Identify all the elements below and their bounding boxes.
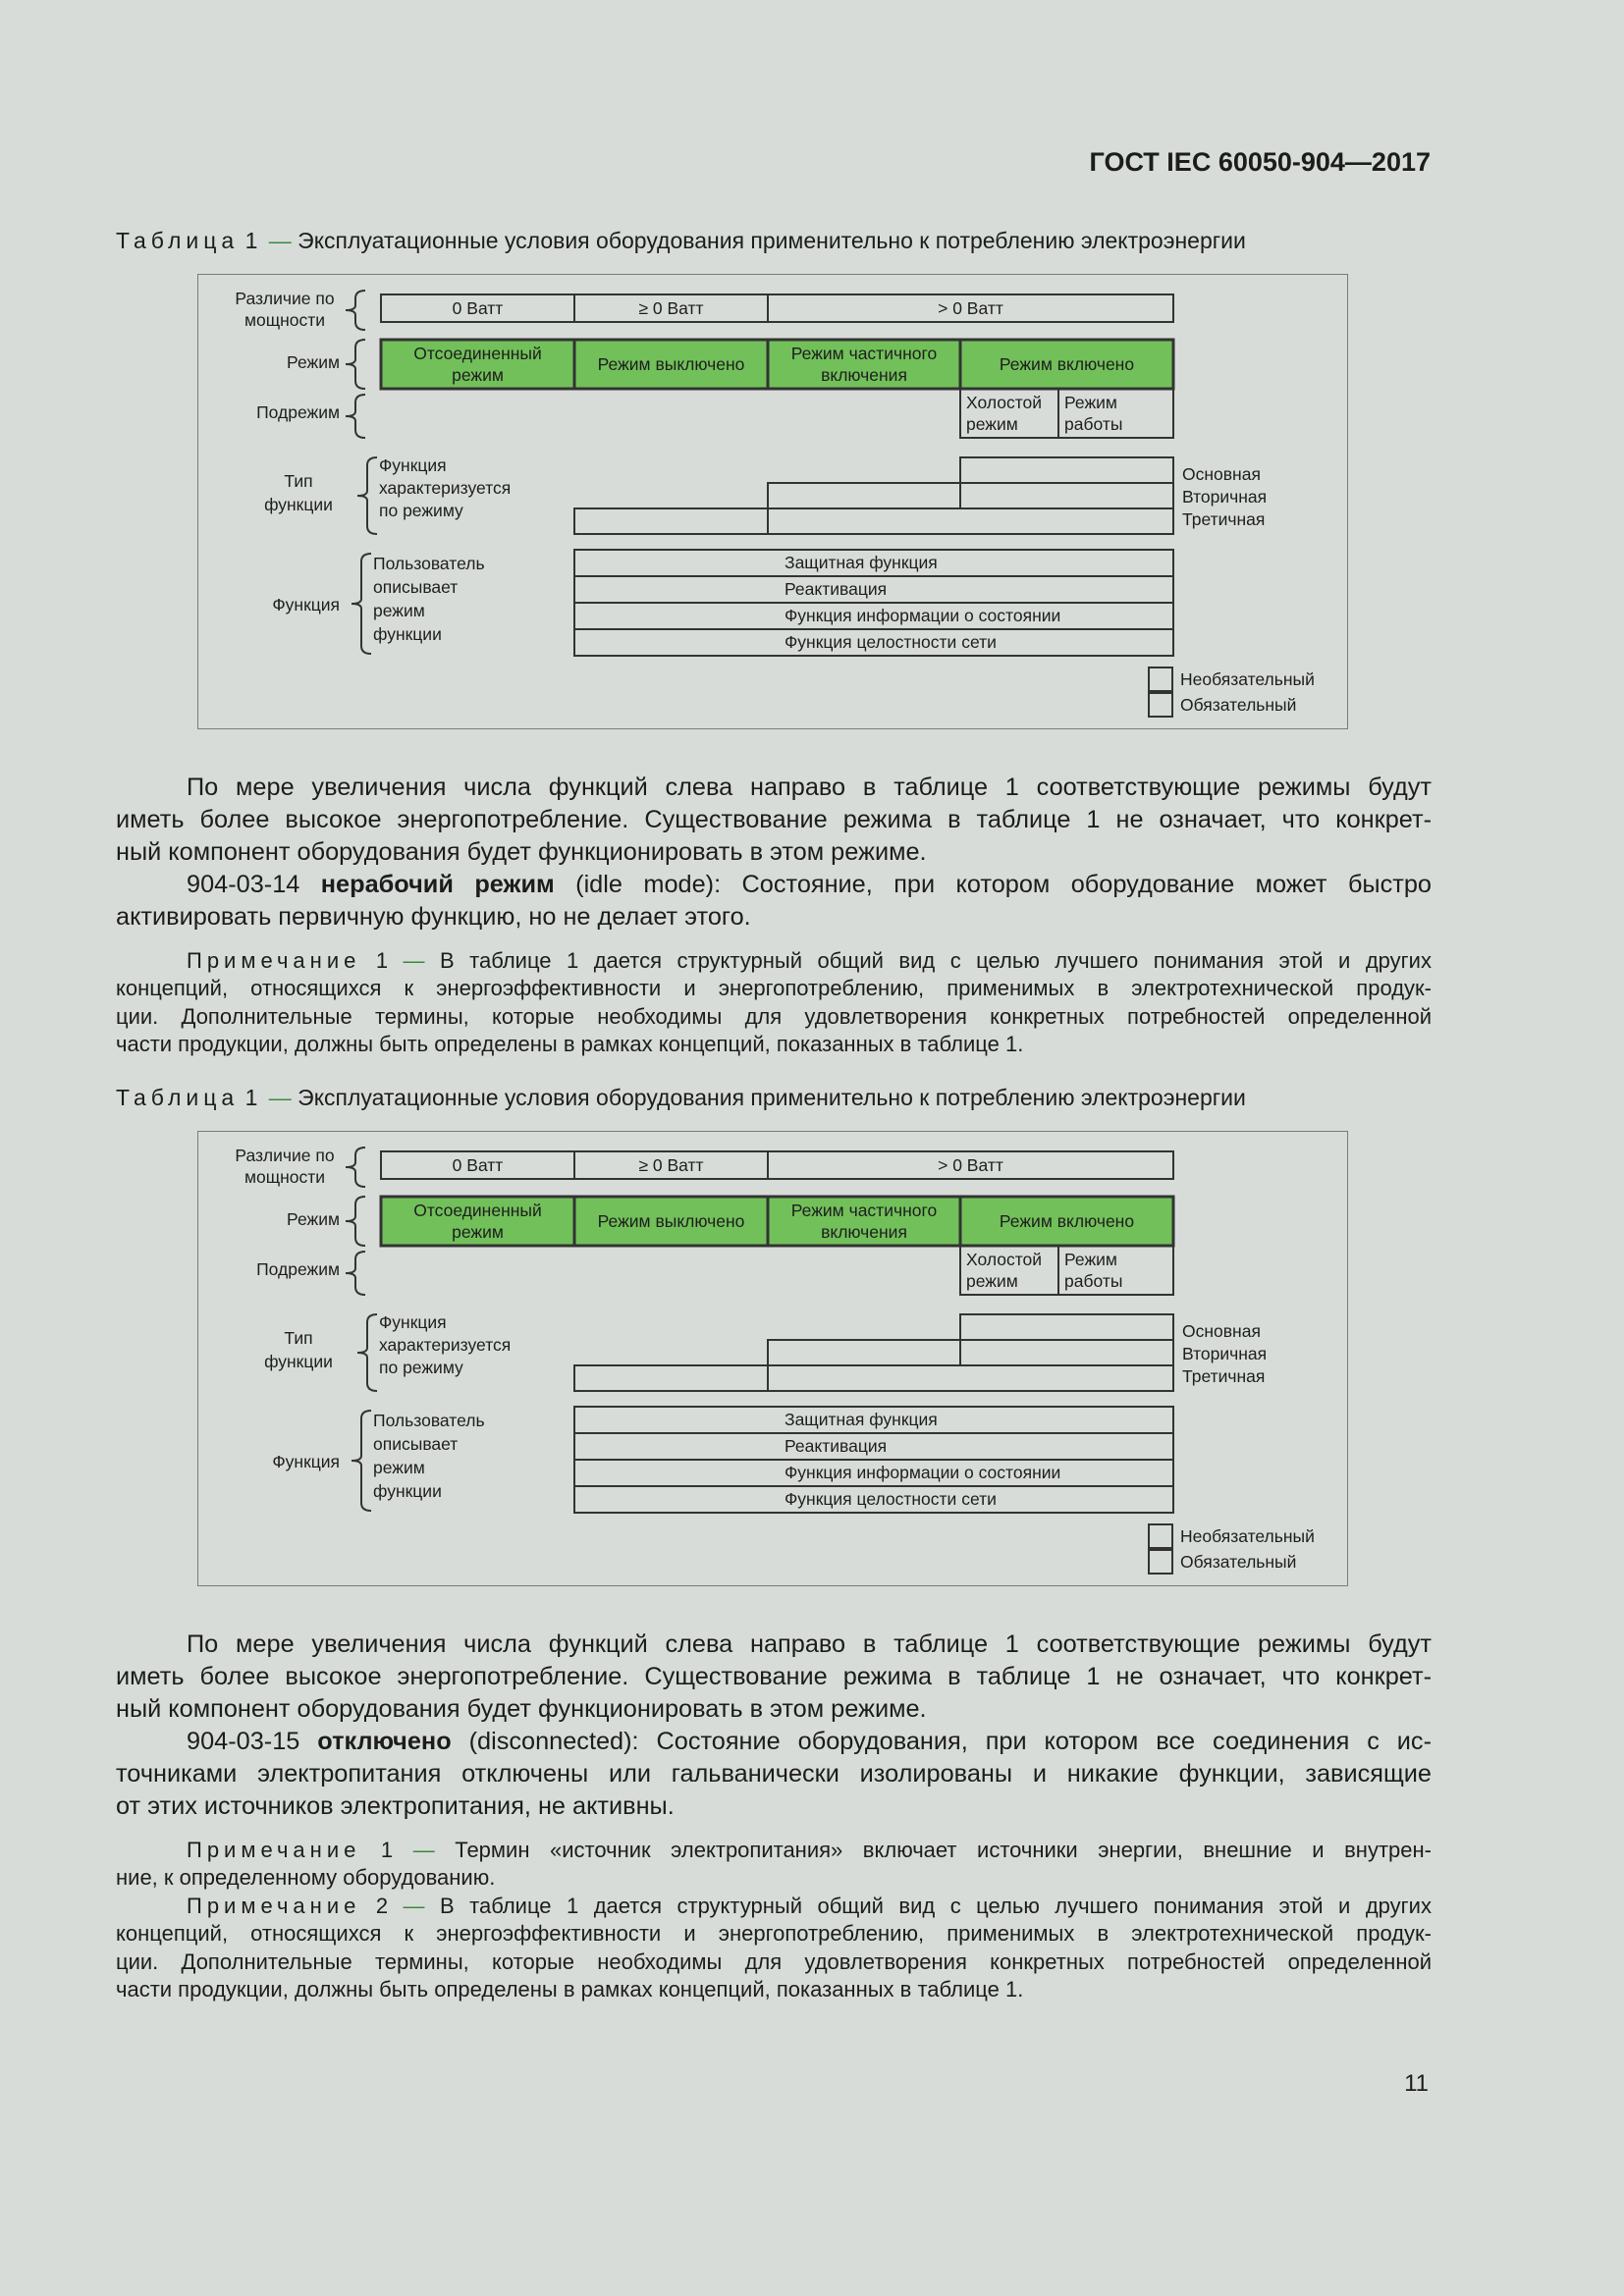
note [116, 1893, 1432, 2003]
note [116, 947, 1432, 1058]
function-bar-label: Реактивация [785, 1436, 888, 1456]
row-label-mode: Режим [287, 352, 340, 372]
mode-cell-label: Режим включено [999, 354, 1135, 374]
row-label-function-type: функции [264, 495, 333, 514]
function-desc: функции [373, 1481, 442, 1501]
submode-brace [346, 1252, 365, 1295]
term-line: активировать первичную функцию, но не делает этого. [116, 903, 751, 931]
tertiary-function-bar [574, 508, 1173, 534]
function-desc: Пользователь [373, 554, 485, 573]
note-line: концепций, относящихся к энергоэффективности и энергопотреблению, применимых в электротехнической продук- [116, 1921, 1432, 1947]
note-line: Примечание 2 — В таблице 1 дается структурный общий вид с целью лучшего понимания этой и других [187, 1894, 1432, 1918]
row-label-power: Различие по [235, 289, 335, 308]
submode-cell-label: Холостой [966, 393, 1043, 412]
submode-cell-label: режим [966, 1271, 1018, 1291]
paragraph [116, 772, 1432, 869]
function-bar-label: Защитная функция [785, 1410, 938, 1429]
row-label-power: Различие по [235, 1146, 335, 1165]
row-label-function-type: Тип [284, 471, 313, 491]
submode-cell-label: режим [966, 414, 1018, 434]
mode-cell-label: включения [821, 365, 907, 385]
mode-cell-label: Режим частичного [790, 1201, 938, 1220]
note-line: части продукции, должны быть определены в рамках концепций, показанных в таблице 1. [116, 1976, 1024, 2002]
primary-function-bar [960, 457, 1173, 483]
power-cell-label: 0 Ватт [452, 298, 504, 318]
function-bar-label: Функция информации о состоянии [785, 1463, 1061, 1482]
note-line: Примечание 1 — В таблице 1 дается структурный общий вид с целью лучшего понимания этой и других [187, 948, 1432, 973]
mode-cell-label: Режим частичного [790, 344, 938, 363]
legend-swatch [1149, 1524, 1172, 1548]
note-line: концепций, относящихся к энергоэффективности и энергопотреблению, применимых в электротехнической продук- [116, 976, 1432, 1001]
caption-title: Эксплуатационные условия оборудования применительно к потреблению электроэнергии [298, 1085, 1246, 1110]
legend-label: Обязательный [1180, 1552, 1297, 1572]
function-type-desc: характеризуется [379, 1335, 512, 1355]
legend-swatch [1149, 667, 1172, 691]
function-bar-label: Функция целостности сети [785, 1489, 997, 1509]
table-caption [116, 225, 1432, 256]
note-label: Примечание [187, 948, 361, 973]
function-type-brace [357, 1314, 377, 1391]
submode-brace [346, 395, 365, 438]
row-label-function-type: Тип [284, 1328, 313, 1348]
function-type-brace [357, 457, 377, 534]
row-label-power: мощности [244, 1167, 326, 1187]
note-number: 1 [380, 1838, 394, 1862]
function-bar-label: Функция информации о состоянии [785, 606, 1061, 625]
note-text: Термин «источник электропитания» включает источники энергии, внешние и внутрен- [455, 1838, 1432, 1862]
row-label-mode: Режим [287, 1209, 340, 1229]
mode-cell-label: Режим выключено [597, 1211, 745, 1231]
row-label-function-type: функции [264, 1352, 333, 1371]
function-type-desc: по режиму [379, 501, 463, 520]
submode-cell-label: Режим [1064, 1250, 1117, 1269]
caption-dash: — [268, 228, 292, 253]
submode-cell-label: работы [1064, 1271, 1123, 1291]
note-label: Примечание [187, 1838, 361, 1862]
note-text: В таблице 1 дается структурный общий вид с целью лучшего понимания этой и других [440, 948, 1432, 973]
note-line: Примечание 1 — Термин «источник электропитания» включает источники энергии, внешние и внутрен- [187, 1838, 1432, 1862]
mode-brace [346, 1197, 365, 1246]
table-diagram [197, 1131, 1348, 1586]
note-line: ние, к определенному оборудованию. [116, 1865, 496, 1891]
secondary-function-bar [768, 483, 1173, 508]
primary-function-bar [960, 1314, 1173, 1340]
paragraph-line: По мере увеличения числа функций слева направо в таблице 1 соответствующие режимы будут [187, 1630, 1432, 1658]
power-brace [346, 291, 365, 330]
note-number: 2 [375, 1894, 389, 1918]
power-brace [346, 1148, 365, 1187]
term-name: отключено [317, 1728, 452, 1755]
power-cell-label: ≥ 0 Ватт [638, 1155, 704, 1175]
caption-label: Таблица [116, 1085, 240, 1110]
function-desc: Пользователь [373, 1411, 485, 1430]
term-name: нерабочий режим [320, 871, 555, 898]
term-text: (idle mode): Состояние, при котором оборудование может быстро [575, 871, 1432, 898]
term-line: точниками электропитания отключены или гальванически изолированы и никакие функции, зависящие [116, 1760, 1432, 1788]
mode-cell-label: Отсоединенный [413, 1201, 542, 1220]
term-definition [116, 869, 1432, 934]
caption-number: 1 [244, 1085, 263, 1110]
function-desc: режим [373, 1458, 425, 1477]
function-bar-label: Защитная функция [785, 553, 938, 572]
table-caption [116, 1082, 1432, 1113]
power-cell-label: > 0 Ватт [938, 1155, 1003, 1175]
secondary-function-bar [768, 1340, 1173, 1365]
row-label-power: мощности [244, 310, 326, 330]
note [116, 1837, 1432, 1893]
diagram-svg [198, 275, 1349, 730]
function-bar-label: Функция целостности сети [785, 632, 997, 652]
function-type-desc: Функция [379, 455, 447, 475]
mode-cell-label: Отсоединенный [413, 344, 542, 363]
function-desc: режим [373, 601, 425, 620]
paragraph-line: По мере увеличения числа функций слева направо в таблице 1 соответствующие режимы будут [187, 774, 1432, 801]
document-header: ГОСТ IEC 60050-904—2017 [1089, 147, 1431, 177]
note-line: ции. Дополнительные термины, которые необходимы для удовлетворения конкретных потребностей определенной [116, 1003, 1432, 1029]
function-type-desc: характеризуется [379, 478, 512, 498]
page-number: 11 [1404, 2070, 1429, 2097]
term-number: 904-03-15 [187, 1728, 300, 1755]
diagram-svg [198, 1132, 1349, 1587]
function-brace [352, 1411, 371, 1511]
submode-cell-label: работы [1064, 414, 1123, 434]
term-line: от этих источников электропитания, не активны. [116, 1792, 675, 1820]
row-label-submode: Подрежим [256, 1259, 340, 1279]
legend-label: Необязательный [1180, 1526, 1315, 1546]
mode-cell-label: Режим включено [999, 1211, 1135, 1231]
function-level-label: Вторичная [1182, 487, 1268, 507]
row-label-function: Функция [272, 595, 340, 614]
mode-cell-label: режим [452, 1222, 504, 1242]
row-label-function: Функция [272, 1452, 340, 1471]
function-level-label: Основная [1182, 1321, 1261, 1341]
note-number: 1 [375, 948, 389, 973]
function-bar-label: Реактивация [785, 579, 888, 599]
caption-title: Эксплуатационные условия оборудования применительно к потреблению электроэнергии [298, 228, 1246, 253]
paragraph-line: ный компонент оборудования будет функционировать в этом режиме. [116, 838, 927, 866]
mode-brace [346, 340, 365, 389]
note-text: В таблице 1 дается структурный общий вид с целью лучшего понимания этой и других [440, 1894, 1432, 1918]
legend-swatch [1149, 1550, 1172, 1574]
tertiary-function-bar [574, 1365, 1173, 1391]
function-level-label: Третичная [1182, 509, 1266, 529]
paragraph-line: иметь более высокое энергопотребление. Существование режима в таблице 1 не означает, что конкрет- [116, 806, 1432, 833]
power-cell-label: > 0 Ватт [938, 298, 1003, 318]
submode-cell-label: Режим [1064, 393, 1117, 412]
mode-cell-label: режим [452, 365, 504, 385]
power-cell-label: 0 Ватт [452, 1155, 504, 1175]
note-line: части продукции, должны быть определены в рамках концепций, показанных в таблице 1. [116, 1031, 1024, 1056]
function-level-label: Основная [1182, 464, 1261, 484]
table-diagram [197, 274, 1348, 729]
legend-swatch [1149, 693, 1172, 717]
paragraph [116, 1629, 1432, 1726]
legend-label: Обязательный [1180, 695, 1297, 715]
function-desc: описывает [373, 1434, 459, 1454]
function-desc: описывает [373, 577, 459, 597]
function-level-label: Вторичная [1182, 1344, 1268, 1363]
term-line [116, 1726, 1432, 1758]
submode-cell-label: Холостой [966, 1250, 1043, 1269]
note-label: Примечание [187, 1894, 361, 1918]
term-text: (disconnected): Состояние оборудования, при котором все соединения с ис- [468, 1728, 1432, 1755]
legend-label: Необязательный [1180, 669, 1315, 689]
term-definition [116, 1726, 1432, 1823]
note-line: ции. Дополнительные термины, которые необходимы для удовлетворения конкретных потребностей определенной [116, 1949, 1432, 1974]
term-line [116, 869, 1432, 901]
row-label-submode: Подрежим [256, 402, 340, 422]
mode-cell-label: включения [821, 1222, 907, 1242]
function-type-desc: по режиму [379, 1358, 463, 1377]
caption-label: Таблица [116, 228, 240, 253]
function-level-label: Третичная [1182, 1366, 1266, 1386]
function-type-desc: Функция [379, 1312, 447, 1332]
term-number: 904-03-14 [187, 871, 300, 898]
mode-cell-label: Режим выключено [597, 354, 745, 374]
function-brace [352, 554, 371, 654]
caption-dash: — [268, 1085, 292, 1110]
paragraph-line: иметь более высокое энергопотребление. Существование режима в таблице 1 не означает, что конкрет- [116, 1663, 1432, 1690]
paragraph-line: ный компонент оборудования будет функционировать в этом режиме. [116, 1695, 927, 1723]
caption-number: 1 [244, 228, 263, 253]
power-cell-label: ≥ 0 Ватт [638, 298, 704, 318]
function-desc: функции [373, 624, 442, 644]
